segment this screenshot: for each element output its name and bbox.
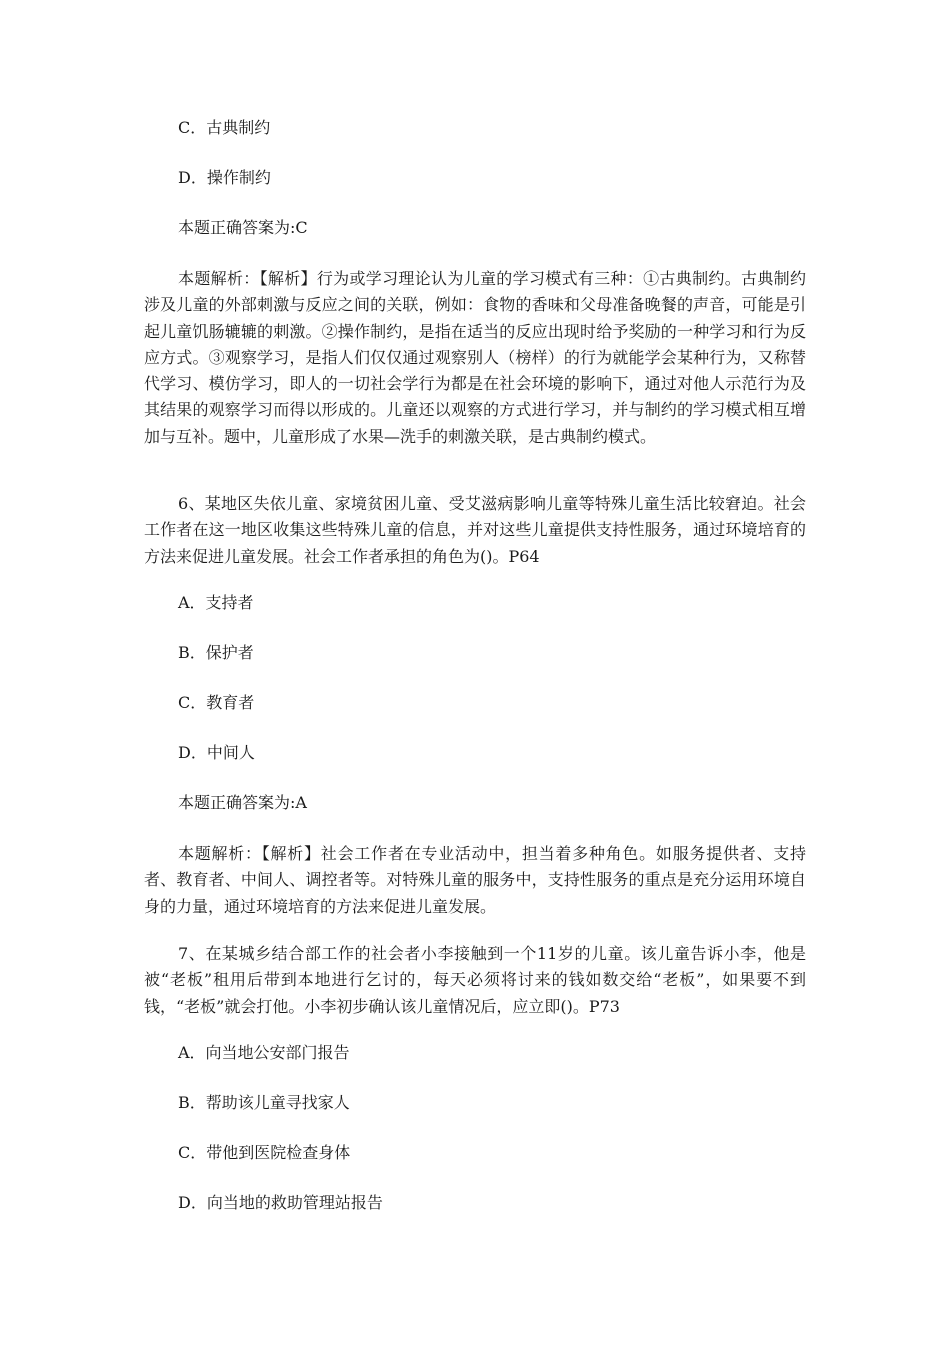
q6-option-d: D．中间人 — [178, 743, 255, 762]
q6-question: 6、某地区失依儿童、家境贫困儿童、受艾滋病影响儿童等特殊儿童生活比较窘迫。社会工作者在这一地区收集这些特殊儿童的信息，并对这些儿童提供支持性服务，通过环境培育的方法来促进儿童发展。社会工作者承担的角色为()。P64 — [144, 494, 806, 566]
q7-option-a: A．向当地公安部门报告 — [178, 1043, 350, 1062]
q7-option-c: C．带他到医院检查身体 — [178, 1143, 351, 1162]
q6-option-a: A．支持者 — [178, 593, 254, 612]
q5-option-c: C．古典制约 — [178, 118, 271, 137]
q5-answer: 本题正确答案为:C — [178, 218, 308, 237]
q5-option-d: D．操作制约 — [178, 168, 271, 187]
q7-question: 7、在某城乡结合部工作的社会者小李接触到一个11岁的儿童。该儿童告诉小李，他是被“老板”租用后带到本地进行乞讨的，每天必须将讨来的钱如数交给“老板”，如果要不到钱，“老板”就会打他。小李初步确认该儿童情况后，应立即()。P73 — [144, 944, 806, 1016]
q6-analysis: 本题解析：【解析】社会工作者在专业活动中，担当着多种角色。如服务提供者、支持者、教育者、中间人、调控者等。对特殊儿童的服务中，支持性服务的重点是充分运用环境自身的力量，通过环境培育的方法来促进儿童发展。 — [144, 844, 806, 916]
q7-option-d: D．向当地的救助管理站报告 — [178, 1193, 383, 1212]
q6-answer: 本题正确答案为:A — [178, 793, 307, 812]
q5-analysis: 本题解析：【解析】行为或学习理论认为儿童的学习模式有三种：①古典制约。古典制约涉及儿童的外部刺激与反应之间的关联，例如：食物的香味和父母准备晚餐的声音，可能是引起儿童饥肠辘辘的刺激。②操作制约，是指在适当的反应出现时给予奖励的一种学习和行为反应方式。③观察学习，是指人们仅仅通过观察别人（榜样）的行为就能学会某种行为，又称替代学习、模仿学习，即人的一切社会学行为都是在社会环境的影响下，通过对他人示范行为及其结果的观察学习而得以形成的。儿童还以观察的方式进行学习，并与制约的学习模式相互增加与互补。题中，儿童形成了水果—洗手的刺激关联，是古典制约模式。 — [144, 269, 806, 446]
q6-option-c: C．教育者 — [178, 693, 255, 712]
q7-option-b: B．帮助该儿童寻找家人 — [178, 1093, 350, 1112]
q6-option-b: B．保护者 — [178, 643, 254, 662]
